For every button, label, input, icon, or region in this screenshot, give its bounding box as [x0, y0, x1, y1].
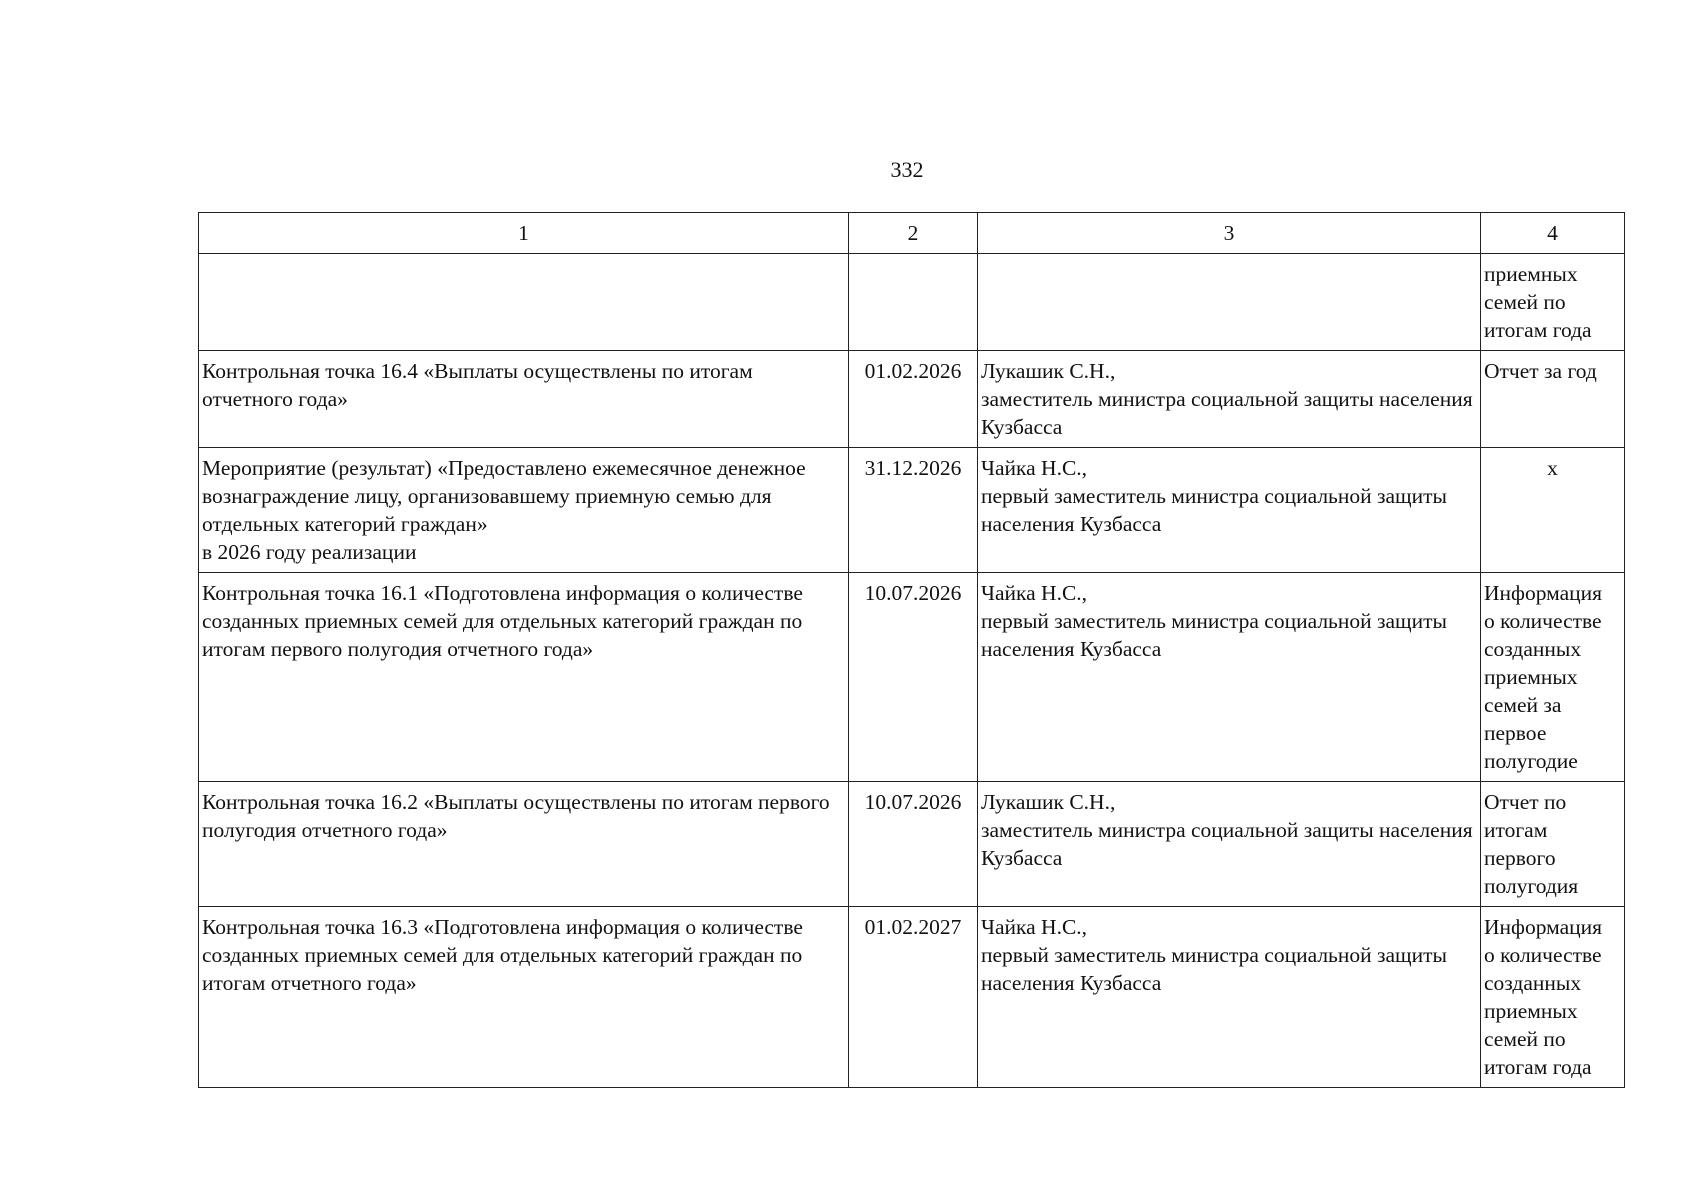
cell-name: Контрольная точка 16.2 «Выплаты осуществлены по итогам первого полугодия отчетного года»: [199, 782, 849, 907]
cell-result: приемных семей по итогам года: [1481, 254, 1625, 351]
cell-name: Контрольная точка 16.1 «Подготовлена информация о количестве созданных приемных семей для отдельных категорий граждан по итогам первого полугодия отчетного года»: [199, 573, 849, 782]
header-cell-4: 4: [1481, 213, 1625, 254]
plan-table: [198, 212, 1625, 1088]
cell-date: 31.12.2026: [849, 448, 978, 573]
header-cell-3: 3: [978, 213, 1481, 254]
cell-date: 10.07.2026: [849, 782, 978, 907]
table-row: [199, 782, 1625, 907]
cell-responsible: Лукашик С.Н., заместитель министра социальной защиты населения Кузбасса: [978, 351, 1481, 448]
cell-name: [199, 254, 849, 351]
cell-date: [849, 254, 978, 351]
cell-date: 10.07.2026: [849, 573, 978, 782]
cell-responsible: Чайка Н.С., первый заместитель министра социальной защиты населения Кузбасса: [978, 907, 1481, 1088]
table-row: [199, 573, 1625, 782]
table-row: [199, 351, 1625, 448]
cell-responsible: [978, 254, 1481, 351]
cell-responsible: Чайка Н.С., первый заместитель министра социальной защиты населения Кузбасса: [978, 573, 1481, 782]
page-number: 332: [890, 157, 924, 182]
table-row: [199, 907, 1625, 1088]
cell-result: Информация о количестве созданных приемных семей за первое полугодие: [1481, 573, 1625, 782]
cell-date: 01.02.2026: [849, 351, 978, 448]
cell-name: Мероприятие (результат) «Предоставлено ежемесячное денежное вознаграждение лицу, организовавшему приемную семью для отдельных категорий граждан» в 2026 году реализации: [199, 448, 849, 573]
cell-name: Контрольная точка 16.4 «Выплаты осуществлены по итогам отчетного года»: [199, 351, 849, 448]
header-cell-2: 2: [849, 213, 978, 254]
cell-result: Отчет по итогам первого полугодия: [1481, 782, 1625, 907]
cell-result: Информация о количестве созданных приемных семей по итогам года: [1481, 907, 1625, 1088]
cell-result: Отчет за год: [1481, 351, 1625, 448]
table-row: [199, 254, 1625, 351]
table-row: [199, 448, 1625, 573]
cell-responsible: Чайка Н.С., первый заместитель министра социальной защиты населения Кузбасса: [978, 448, 1481, 573]
cell-name: Контрольная точка 16.3 «Подготовлена информация о количестве созданных приемных семей для отдельных категорий граждан по итогам отчетного года»: [199, 907, 849, 1088]
cell-responsible: Лукашик С.Н., заместитель министра социальной защиты населения Кузбасса: [978, 782, 1481, 907]
cell-date: 01.02.2027: [849, 907, 978, 1088]
table-header-row: [199, 213, 1625, 254]
header-cell-1: 1: [199, 213, 849, 254]
cell-result: x: [1481, 448, 1625, 573]
